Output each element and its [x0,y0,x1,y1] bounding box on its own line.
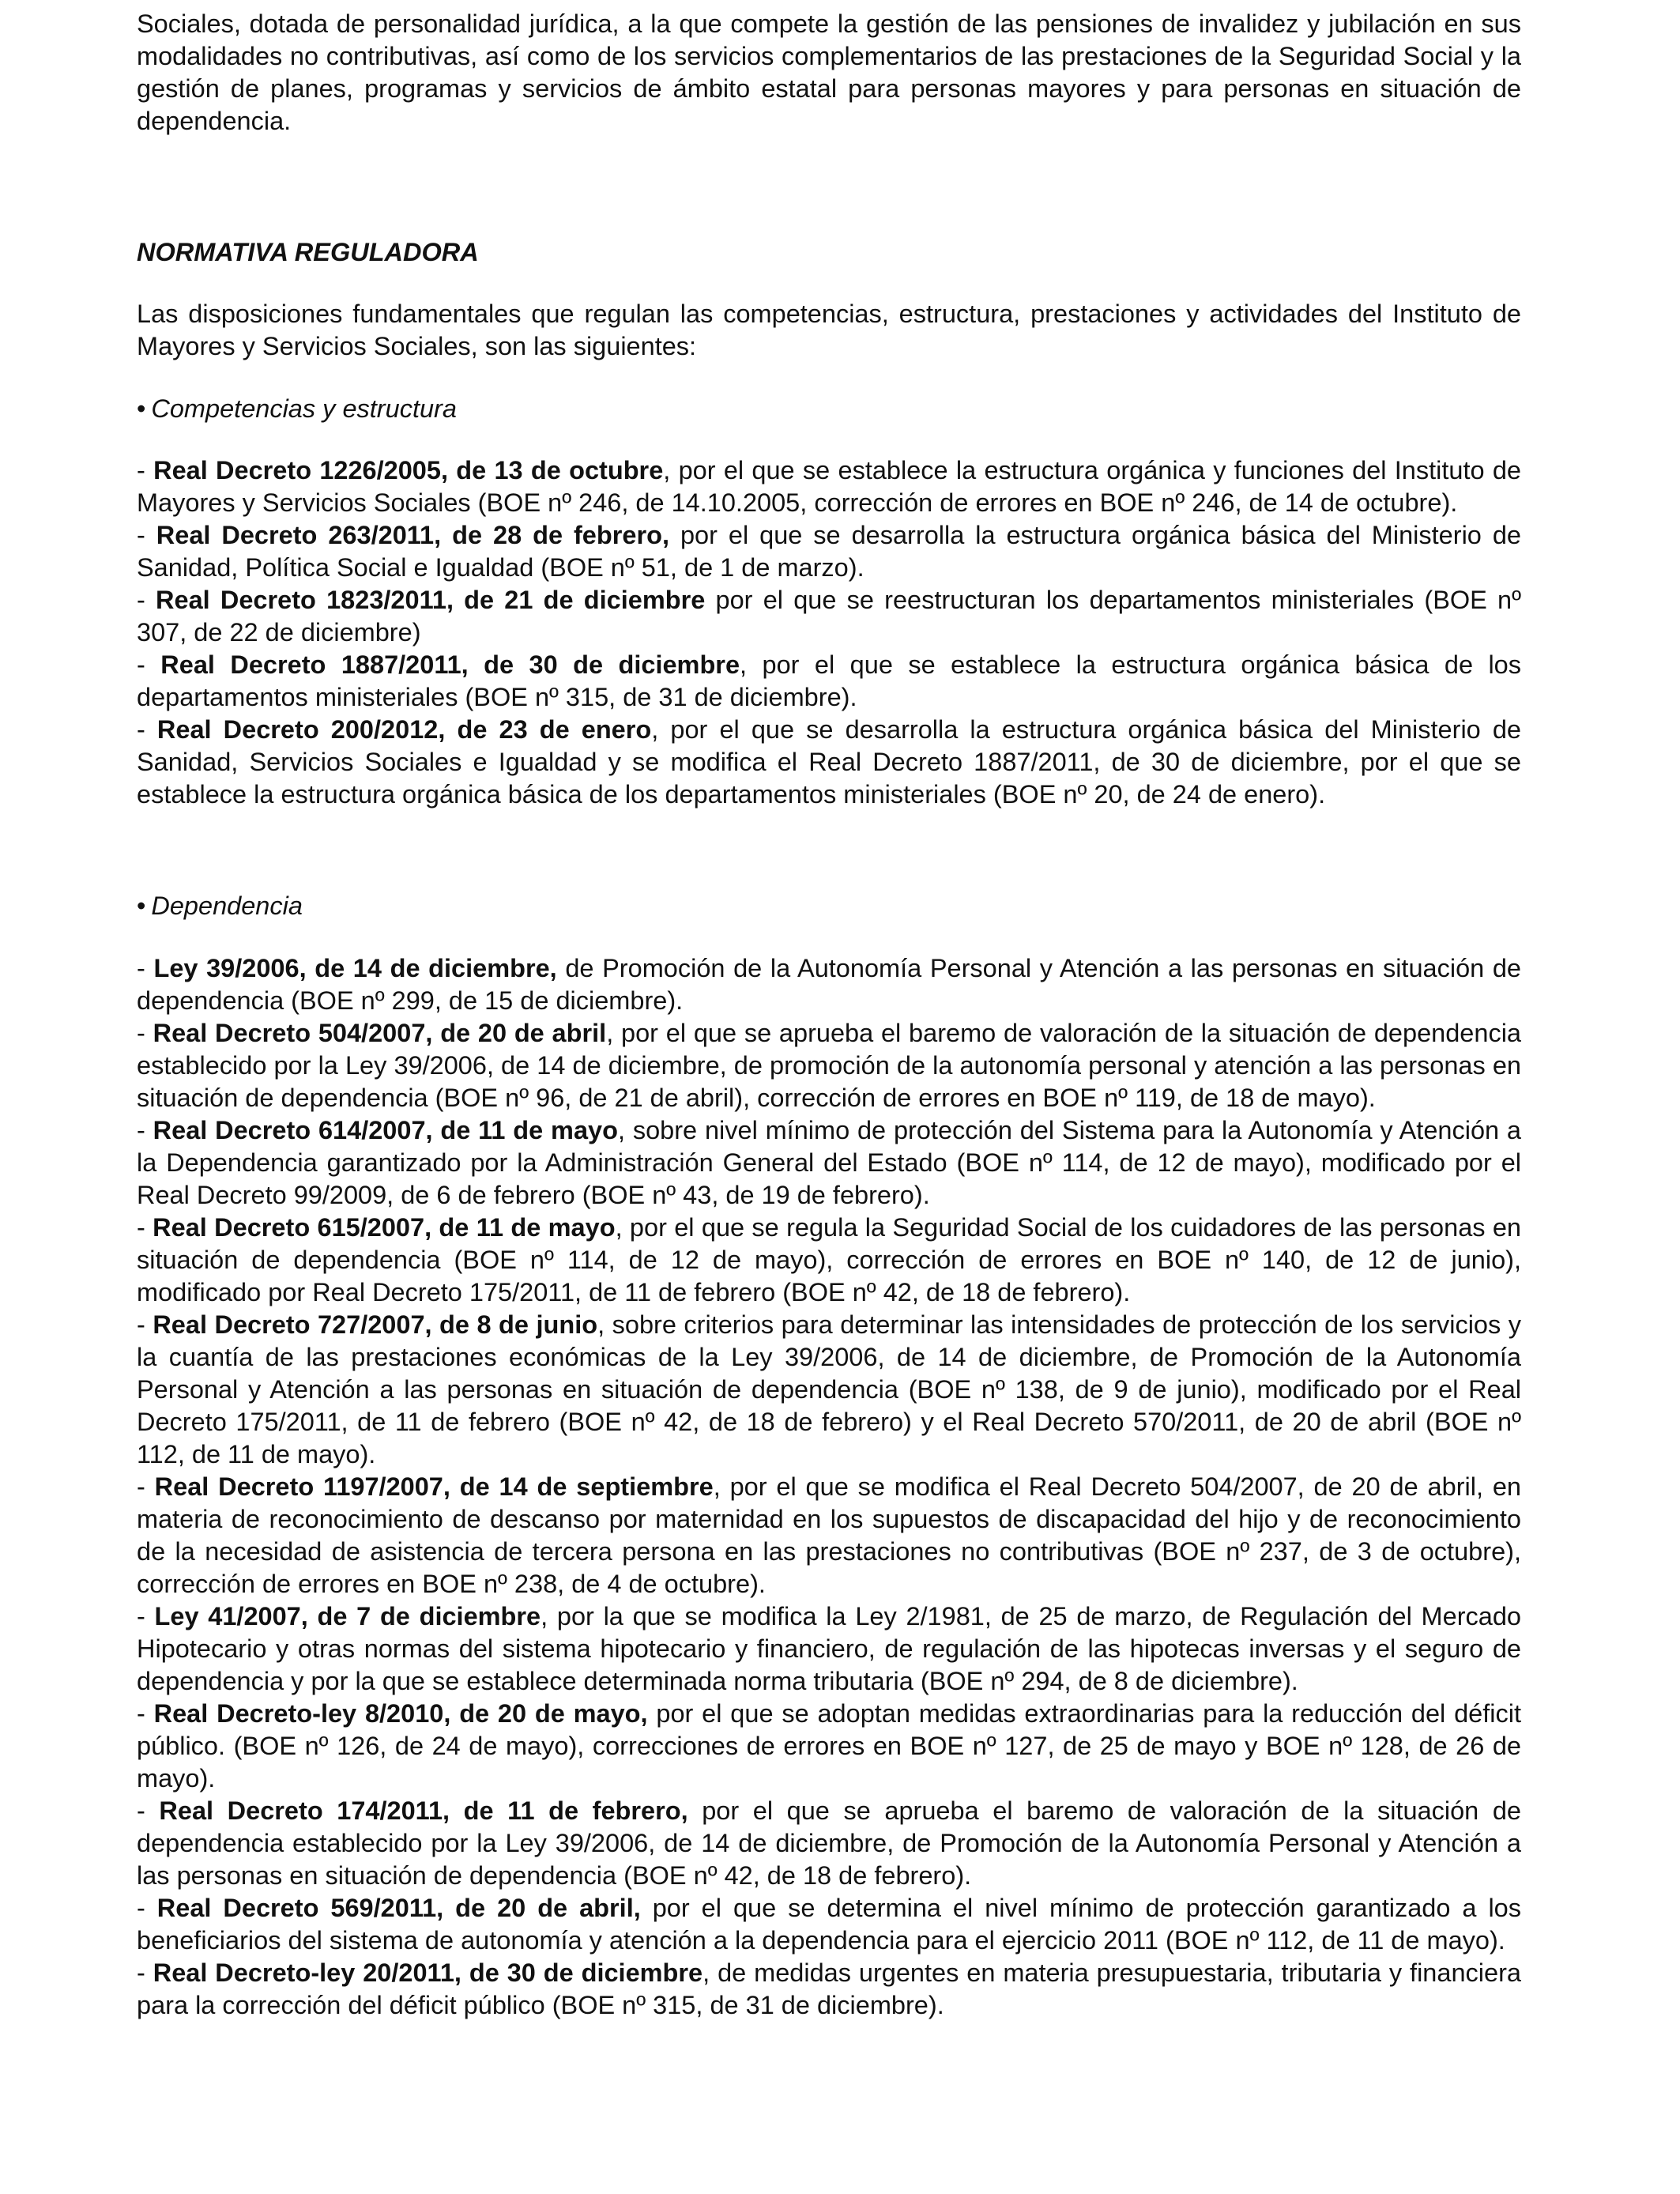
law-reference: Real Decreto 727/2007, de 8 de junio [153,1310,598,1339]
list-item: - Real Decreto-ley 8/2010, de 20 de mayo, por el que se adoptan medidas extraordinarias para la reducción del déficit público. (BOE nº 126, de 24 de mayo), correcciones de errores en BOE nº 127, de 25 de mayo y BOE nº 128, de 26 de mayo). [137,1699,1521,1793]
competencias-list [137,454,1521,811]
law-reference: Real Decreto-ley 8/2010, de 20 de mayo, [153,1699,648,1728]
law-reference: Real Decreto 1823/2011, de 21 de diciembre [156,586,706,614]
law-reference: Ley 39/2006, de 14 de diciembre, [153,954,557,982]
bullet-icon: • [137,892,146,920]
bullet-title: Competencias y estructura [151,394,457,423]
law-reference: Real Decreto 1197/2007, de 14 de septiembre [154,1472,714,1501]
bullet-competencias [137,393,1521,425]
bullet-title: Dependencia [151,892,303,920]
document-page [137,8,1521,2022]
section-intro: Las disposiciones fundamentales que regulan las competencias, estructura, prestaciones y actividades del Instituto de Mayores y Servicios Sociales, son las siguientes: [137,300,1521,360]
law-reference: Ley 41/2007, de 7 de diciembre [154,1602,541,1630]
list-item: - Real Decreto 1823/2011, de 21 de diciembre por el que se reestructuran los departamentos ministeriales (BOE nº 307, de 22 de diciembre) [137,586,1522,647]
law-reference: Real Decreto 200/2012, de 23 de enero [156,715,652,744]
law-reference: Real Decreto 1226/2005, de 13 de octubre [153,456,664,484]
list-item: - Real Decreto 504/2007, de 20 de abril, por el que se aprueba el baremo de valoración de la situación de dependencia establecido por la Ley 39/2006, de 14 de diciembre, de promoción de la autonomía personal y atención a las personas en situación de dependencia (BOE nº 96, de 21 de abril), corrección de errores en BOE nº 119, de 18 de mayo). [137,1019,1522,1112]
dependencia-list [137,952,1521,2022]
law-reference: Real Decreto 1887/2011, de 30 de diciembre [160,650,740,679]
list-item: - Real Decreto-ley 20/2011, de 30 de diciembre, de medidas urgentes en materia presupuestaria, tributaria y financiera para la corrección del déficit público (BOE nº 315, de 31 de diciembre). [137,1958,1521,2019]
law-reference: Real Decreto 614/2007, de 11 de mayo [153,1116,618,1144]
list-item: - Real Decreto 1887/2011, de 30 de diciembre, por el que se establece la estructura orgánica básica de los departamentos ministeriales (BOE nº 315, de 31 de diciembre). [137,650,1522,711]
bullet-icon: • [137,394,146,423]
law-reference: Real Decreto-ley 20/2011, de 30 de diciembre [153,1958,703,1987]
law-reference: Real Decreto 263/2011, de 28 de febrero, [156,521,669,549]
list-item: - Real Decreto 1197/2007, de 14 de septiembre, por el que se modifica el Real Decreto 504/2007, de 20 de abril, en materia de reconocimiento de descanso por maternidad en los supuestos de discapacidad del hijo y de reconocimiento de la necesidad de asistencia de tercera persona en las prestaciones no contributivas (BOE nº 237, de 3 de octubre), corrección de errores en BOE nº 238, de 4 de octubre). [137,1472,1521,1598]
list-item: - Real Decreto 1226/2005, de 13 de octubre, por el que se establece la estructura orgánica y funciones del Instituto de Mayores y Servicios Sociales (BOE nº 246, de 14.10.2005, corrección de errores en BOE nº 246, de 14 de octubre). [137,456,1522,517]
list-item: - Real Decreto 727/2007, de 8 de junio, sobre criterios para determinar las intensidades de protección de los servicios y la cuantía de las prestaciones económicas de la Ley 39/2006, de 14 de diciembre, de Promoción de la Autonomía Personal y Atención a las personas en situación de dependencia (BOE nº 138, de 9 de junio), modificado por el Real Decreto 175/2011, de 11 de febrero (BOE nº 42, de 18 de febrero) y el Real Decreto 570/2011, de 20 de abril (BOE nº 112, de 11 de mayo). [137,1310,1521,1468]
bullet-dependencia [137,890,1521,922]
law-reference: Real Decreto 569/2011, de 20 de abril, [156,1894,641,1922]
law-reference: Real Decreto 615/2007, de 11 de mayo [153,1213,616,1242]
section-heading: NORMATIVA REGULADORA [137,238,479,266]
list-item: - Real Decreto 200/2012, de 23 de enero, por el que se desarrolla la estructura orgánica básica del Ministerio de Sanidad, Servicios Sociales e Igualdad y se modifica el Real Decreto 1887/2011, de 30 de diciembre, por el que se establece la estructura orgánica básica de los departamentos ministeriales (BOE nº 20, de 24 de enero). [137,715,1521,809]
list-item: - Real Decreto 615/2007, de 11 de mayo, por el que se regula la Seguridad Social de los cuidadores de las personas en situación de dependencia (BOE nº 114, de 12 de mayo), corrección de errores en BOE nº 140, de 12 de junio), modificado por Real Decreto 175/2011, de 11 de febrero (BOE nº 42, de 18 de febrero). [137,1213,1522,1306]
intro-paragraph: Sociales, dotada de personalidad jurídica, a la que compete la gestión de las pensiones de invalidez y jubilación en sus modalidades no contributivas, así como de los servicios complementarios de las prestaciones de la Seguridad Social y la gestión de planes, programas y servicios de ámbito estatal para personas mayores y para personas en situación de dependencia. [137,9,1521,135]
law-reference: Real Decreto 174/2011, de 11 de febrero, [159,1796,688,1825]
law-reference: Real Decreto 504/2007, de 20 de abril [153,1019,607,1047]
list-item: - Real Decreto 174/2011, de 11 de febrero, por el que se aprueba el baremo de valoración de la situación de dependencia establecido por la Ley 39/2006, de 14 de diciembre, de Promoción de la Autonomía Personal y Atención a las personas en situación de dependencia (BOE nº 42, de 18 de febrero). [137,1796,1521,1890]
list-item: - Real Decreto 569/2011, de 20 de abril, por el que se determina el nivel mínimo de protección garantizado a los beneficiarios del sistema de autonomía y atención a la dependencia para el ejercicio 2011 (BOE nº 112, de 11 de mayo). [137,1894,1521,1955]
list-item: - Real Decreto 614/2007, de 11 de mayo, sobre nivel mínimo de protección del Sistema para la Autonomía y Atención a la Dependencia garantizado por la Administración General del Estado (BOE nº 114, de 12 de mayo), modificado por el Real Decreto 99/2009, de 6 de febrero (BOE nº 43, de 19 de febrero). [137,1116,1521,1209]
list-item: - Real Decreto 263/2011, de 28 de febrero, por el que se desarrolla la estructura orgánica básica del Ministerio de Sanidad, Política Social e Igualdad (BOE nº 51, de 1 de marzo). [137,521,1521,582]
list-item: - Ley 39/2006, de 14 de diciembre, de Promoción de la Autonomía Personal y Atención a las personas en situación de dependencia (BOE nº 299, de 15 de diciembre). [137,954,1521,1015]
list-item: - Ley 41/2007, de 7 de diciembre, por la que se modifica la Ley 2/1981, de 25 de marzo, de Regulación del Mercado Hipotecario y otras normas del sistema hipotecario y financiero, de regulación de las hipotecas inversas y el seguro de dependencia y por la que se establece determinada norma tributaria (BOE nº 294, de 8 de diciembre). [137,1602,1521,1695]
